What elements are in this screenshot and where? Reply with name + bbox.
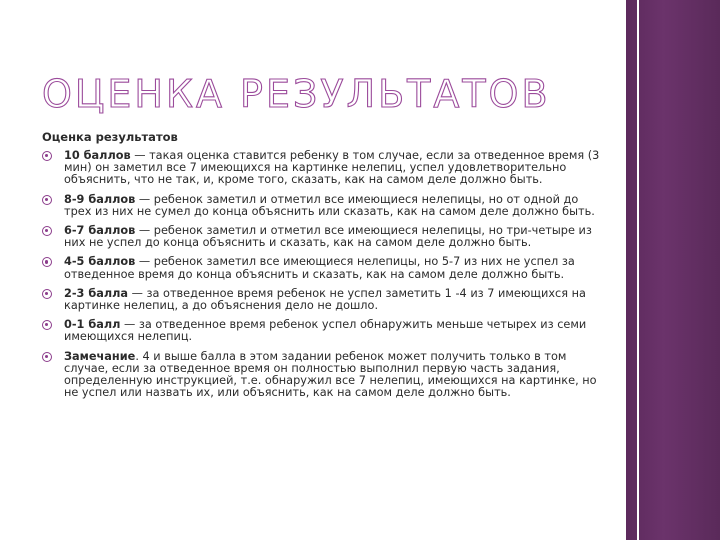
item-text: — за отведенное время ребенок не успел заметить 1 -4 из 7 имеющихся на картинке нелепиц, а до объяснения дело не дошло. xyxy=(64,286,586,313)
slide-content xyxy=(40,130,600,399)
list-item xyxy=(40,150,600,187)
item-lead: 10 баллов xyxy=(64,149,131,162)
circle-bullet-icon xyxy=(42,226,52,236)
item-lead: Замечание xyxy=(64,349,136,363)
list-item xyxy=(40,194,600,218)
item-lead: 6-7 баллов xyxy=(64,224,136,238)
decorative-side-line xyxy=(637,0,639,540)
item-text: . 4 и выше балла в этом задании ребенок может получить только в том случае, если за отведенное время он полностью выполнил первую часть задания, определенную инструкцией, т.е. обнаружил все 7 нелепиц, имеющихся на картинке, но не успел или назвать их, или объяснить, как на самом деле должно быть. xyxy=(64,349,597,400)
item-lead: 8-9 баллов xyxy=(64,192,136,206)
list-item xyxy=(40,225,600,249)
list-item xyxy=(40,288,600,312)
circle-bullet-icon xyxy=(42,320,52,330)
item-lead: 0-1 балл xyxy=(64,318,121,332)
circle-bullet-icon xyxy=(42,151,52,161)
item-text: — ребенок заметил и отметил все имеющиеся нелепицы, но от одной до трех из них не сумел до конца объяснить или сказать, как на самом деле должно быть. xyxy=(64,192,595,218)
content-heading: Оценка результатов xyxy=(42,130,178,144)
list-item xyxy=(40,256,600,280)
circle-bullet-icon xyxy=(42,195,52,205)
decorative-side-band xyxy=(626,0,720,540)
circle-bullet-icon xyxy=(42,352,52,362)
circle-bullet-icon xyxy=(42,257,52,267)
list-item xyxy=(40,319,600,343)
item-lead: 2-3 балла xyxy=(64,286,129,300)
list-item xyxy=(40,351,600,400)
item-lead: 4-5 баллов xyxy=(64,255,136,269)
slide-title: ОЦЕНКА РЕЗУЛЬТАТОВ xyxy=(42,72,551,116)
circle-bullet-icon xyxy=(42,289,52,299)
item-text: — ребенок заметил все имеющиеся нелепицы, но 5-7 из них не успел за отведенное время до конца объяснить и сказать, как на самом деле должно быть. xyxy=(64,255,575,281)
item-text: — за отведенное время ребенок успел обнаружить меньше четырех из семи имеющихся нелепиц. xyxy=(64,318,587,344)
item-text: — такая оценка ставится ребенку в том случае, если за отведенное время (3 мин) он заметил все 7 имеющихся на картинке нелепиц, успел удовлетворительно объяснить, что не так, и, кроме того, сказать, как на самом деле должно быть. xyxy=(64,149,600,187)
criteria-list xyxy=(40,150,600,399)
item-text: — ребенок заметил и отметил все имеющиеся нелепицы, но три-четыре из них не успел до конца объяснить и сказать, как на самом деле должно быть. xyxy=(64,224,592,250)
